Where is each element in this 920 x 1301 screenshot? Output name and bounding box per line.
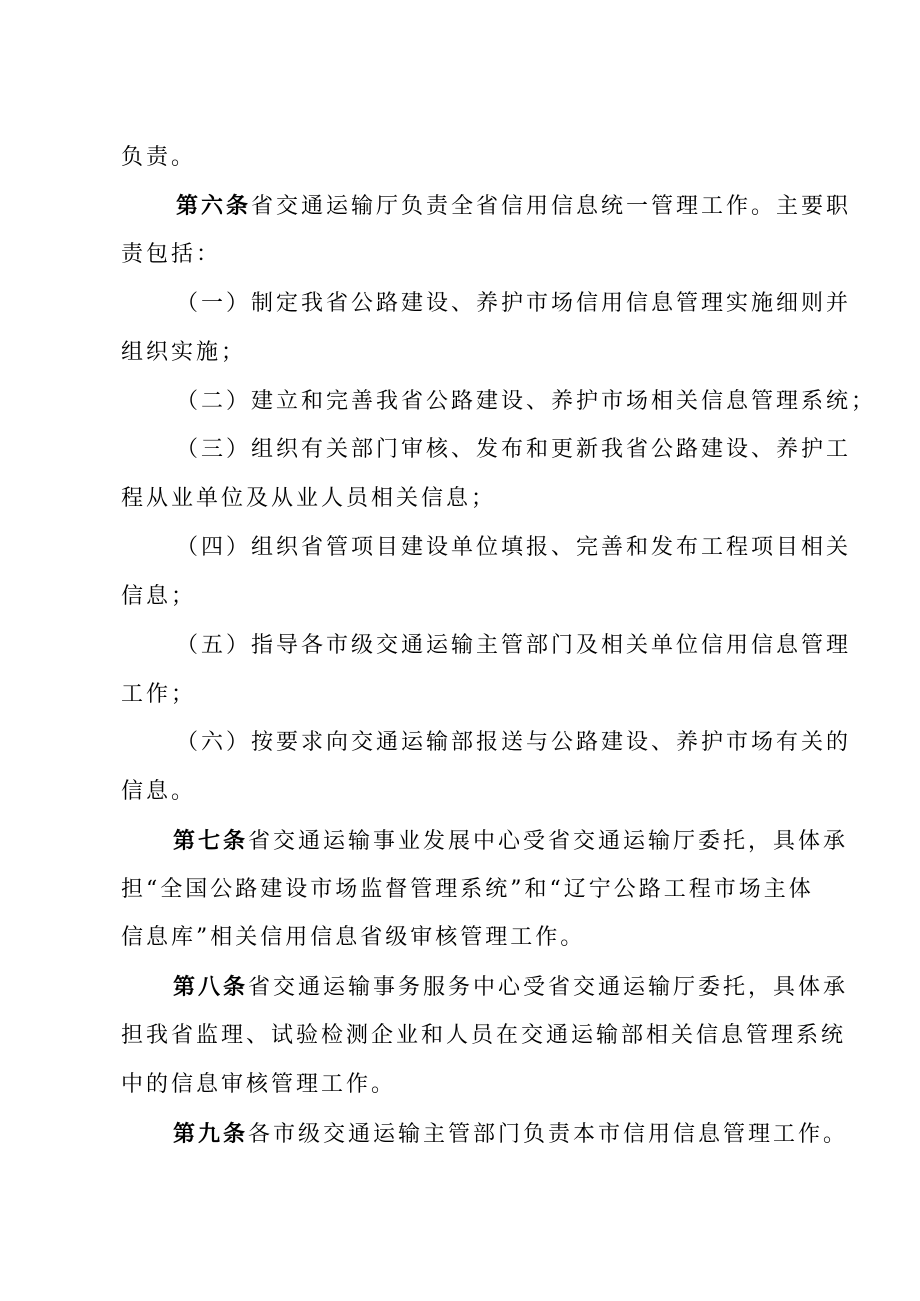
article-7-line-1 bbox=[173, 828, 849, 855]
article-7-line-3 bbox=[121, 925, 585, 951]
line-text: 信息库”相关信用信息省级审核管理工作。 bbox=[121, 925, 586, 950]
article-heading: 第八条 bbox=[173, 974, 249, 1000]
article-8-line-1 bbox=[173, 974, 849, 1001]
line-text: 各市级交通运输主管部门负责本市信用信息管理工作。 bbox=[248, 1122, 849, 1147]
item-5-line-1 bbox=[176, 633, 852, 659]
article-8-line-2 bbox=[121, 1023, 847, 1049]
line-text: 省交通运输厅负责全省信用信息统一管理工作。主要职 bbox=[251, 194, 852, 219]
item-3-line-1 bbox=[176, 437, 852, 463]
article-6-line-1 bbox=[176, 193, 852, 220]
item-4-line-2 bbox=[121, 584, 196, 610]
article-heading: 第七条 bbox=[173, 828, 249, 854]
line-text: 信息； bbox=[121, 584, 197, 609]
line-text: （六）按要求向交通运输部报送与公路建设、养护市场有关的 bbox=[176, 730, 852, 755]
article-9-line-1 bbox=[173, 1121, 849, 1148]
item-1-line-2 bbox=[121, 340, 246, 366]
line-text: 担我省监理、试验检测企业和人员在交通运输部相关信息管理系统 bbox=[121, 1023, 847, 1048]
line-text: 信息。 bbox=[121, 779, 197, 804]
item-2-line-1 bbox=[176, 389, 877, 415]
line-text: 担“全国公路建设市场监督管理系统”和“辽宁公路工程市场主体 bbox=[121, 877, 814, 902]
item-1-line-1 bbox=[176, 291, 852, 317]
item-4-line-1 bbox=[176, 535, 852, 561]
item-3-line-2 bbox=[121, 486, 496, 512]
line-text: （五）指导各市级交通运输主管部门及相关单位信用信息管理 bbox=[176, 633, 852, 658]
line-text: （三）组织有关部门审核、发布和更新我省公路建设、养护工 bbox=[176, 437, 852, 462]
line-text: 组织实施； bbox=[121, 340, 247, 365]
line-text: 中的信息审核管理工作。 bbox=[121, 1072, 397, 1097]
line-text: （二）建立和完善我省公路建设、养护市场相关信息管理系统； bbox=[176, 389, 877, 414]
line-text: （四）组织省管项目建设单位填报、完善和发布工程项目相关 bbox=[176, 535, 852, 560]
line-text: 省交通运输事业发展中心受省交通运输厅委托，具体承 bbox=[248, 829, 849, 854]
line-text: 负责。 bbox=[121, 145, 197, 170]
line-text: 工作； bbox=[121, 682, 197, 707]
article-heading: 第九条 bbox=[173, 1121, 249, 1147]
article-heading: 第六条 bbox=[176, 193, 252, 219]
line-text: 程从业单位及从业人员相关信息； bbox=[121, 486, 497, 511]
article-8-line-3 bbox=[121, 1072, 396, 1098]
item-5-line-2 bbox=[121, 682, 196, 708]
line-text: 责包括： bbox=[121, 242, 222, 267]
line-text: （一）制定我省公路建设、养护市场信用信息管理实施细则并 bbox=[176, 291, 852, 316]
article-6-line-2 bbox=[121, 242, 221, 268]
line-text: 省交通运输事务服务中心受省交通运输厅委托，具体承 bbox=[248, 975, 849, 1000]
item-6-line-1 bbox=[176, 730, 852, 756]
paragraph-line bbox=[121, 145, 196, 171]
item-6-line-2 bbox=[121, 779, 196, 805]
article-7-line-2 bbox=[121, 877, 814, 903]
